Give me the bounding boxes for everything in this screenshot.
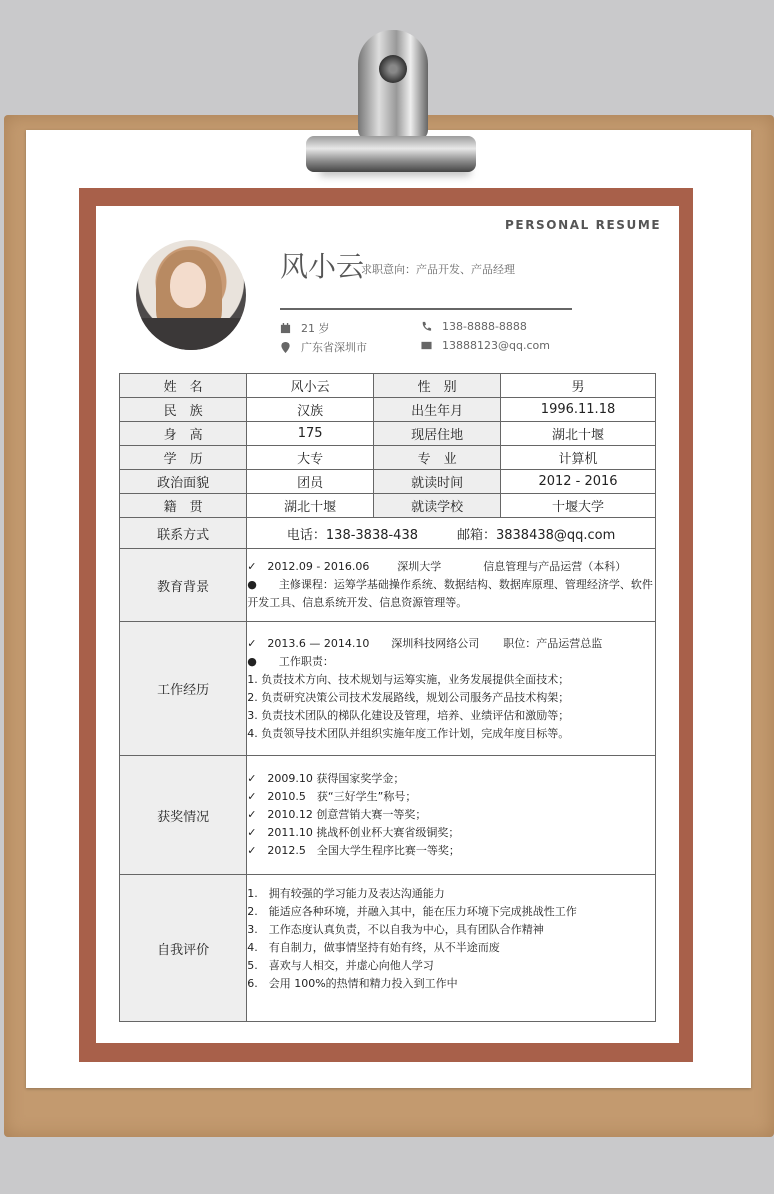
work-row xyxy=(120,622,656,756)
table-row xyxy=(120,446,656,470)
email-info xyxy=(421,339,550,352)
field-value: 计算机 xyxy=(501,446,656,470)
field-label: 姓 名 xyxy=(120,374,247,398)
award-item: ✓ 2012.5 全国大学生程序比赛一等奖； xyxy=(247,844,460,857)
envelope-icon xyxy=(421,340,432,351)
contact-label: 联系方式 xyxy=(120,518,247,549)
awards-label: 获奖情况 xyxy=(120,756,247,875)
education-label: 教育背景 xyxy=(120,549,247,622)
table-row xyxy=(120,398,656,422)
self-item: 2. 能适应各种环境，并融入其中，能在压力环境下完成挑战性工作 xyxy=(247,905,577,918)
avatar-face xyxy=(170,262,206,308)
self-item: 1. 拥有较强的学习能力及表达沟通能力 xyxy=(247,887,445,900)
field-label: 学 历 xyxy=(120,446,247,470)
avatar xyxy=(136,240,246,350)
field-value: 团员 xyxy=(247,470,374,494)
location-pin-icon xyxy=(280,342,291,353)
education-school: 深圳大学 xyxy=(397,560,442,573)
education-major: 信息管理与产品运营（本科） xyxy=(483,560,627,573)
field-label: 专 业 xyxy=(374,446,501,470)
work-company: 深圳科技网络公司 xyxy=(391,636,480,650)
field-value: 2012 - 2016 xyxy=(501,470,656,494)
education-row xyxy=(120,549,656,622)
field-value: 十堰大学 xyxy=(501,494,656,518)
award-item: ✓ 2010.12 创意营销大赛一等奖； xyxy=(247,808,427,821)
award-item: ✓ 2010.5 获“三好学生”称号； xyxy=(247,790,417,803)
clip-base xyxy=(306,136,476,172)
duty-item: 3. 负责技术团队的梯队化建设及管理，培养、业绩评估和激励等； xyxy=(247,708,570,722)
duty-item: 4. 负责领导技术团队并组织实施年度工作计划，完成年度目标等。 xyxy=(247,726,570,740)
self-item: 6. 会用 100%的热情和精力投入到工作中 xyxy=(247,977,458,990)
job-intent: 求职意向：产品开发、产品经理 xyxy=(361,263,515,276)
field-value: 汉族 xyxy=(247,398,374,422)
table-row xyxy=(120,422,656,446)
work-position: 职位：产品运营总监 xyxy=(503,636,603,650)
location-text: 广东省深圳市 xyxy=(301,341,367,354)
field-value: 湖北十堰 xyxy=(501,422,656,446)
field-label: 就读时间 xyxy=(374,470,501,494)
education-courses: ● 主修课程：运筹学基础操作系统、数据结构、数据库原理、管理经济学、软件开发工具、信息系统开发、信息资源管理等。 xyxy=(247,578,653,609)
header-divider xyxy=(280,308,572,310)
field-label: 性 别 xyxy=(374,374,501,398)
education-date: ✓ 2012.09 - 2016.06 xyxy=(247,560,370,573)
resume-title: PERSONAL RESUME xyxy=(505,218,662,232)
table-row xyxy=(120,494,656,518)
phone-info xyxy=(421,320,527,333)
work-date: ✓ 2013.6 — 2014.10 xyxy=(247,636,370,650)
self-row xyxy=(120,875,656,1022)
field-label: 出生年月 xyxy=(374,398,501,422)
field-value: 大专 xyxy=(247,446,374,470)
award-item: ✓ 2011.10 挑战杯创业杯大赛省级铜奖； xyxy=(247,826,460,839)
self-item: 5. 喜欢与人相交，并虚心向他人学习 xyxy=(247,959,434,972)
work-line xyxy=(247,635,655,653)
work-label: 工作经历 xyxy=(120,622,247,756)
self-label: 自我评价 xyxy=(120,875,247,1022)
field-label: 现居住地 xyxy=(374,422,501,446)
duty-item: 2. 负责研究决策公司技术发展路线，规划公司服务产品技术构架； xyxy=(247,690,570,704)
email-text: 13888123@qq.com xyxy=(442,339,550,352)
field-label: 籍 贯 xyxy=(120,494,247,518)
self-content xyxy=(247,875,656,1022)
age-text: 21 岁 xyxy=(301,322,330,335)
field-value: 风小云 xyxy=(247,374,374,398)
phone-text: 138-8888-8888 xyxy=(442,320,527,333)
awards-content xyxy=(247,756,656,875)
duties-title: ● 工作职责： xyxy=(247,654,334,668)
awards-row xyxy=(120,756,656,875)
phone-icon xyxy=(421,321,432,332)
clip-hole xyxy=(379,55,407,83)
work-content xyxy=(247,622,656,756)
location-info xyxy=(280,339,367,355)
field-label: 民 族 xyxy=(120,398,247,422)
avatar-shirt xyxy=(136,318,246,350)
calendar-icon xyxy=(280,323,291,334)
self-item: 4. 有自制力，做事情坚持有始有终，从不半途而废 xyxy=(247,941,500,954)
field-label: 身 高 xyxy=(120,422,247,446)
contact-value: 电话：138-3838-438 邮箱：3838438@qq.com xyxy=(247,518,656,549)
field-value: 男 xyxy=(501,374,656,398)
award-item: ✓ 2009.10 获得国家奖学金； xyxy=(247,772,405,785)
age-info xyxy=(280,320,330,336)
binder-clip-icon xyxy=(358,30,428,140)
table-row xyxy=(120,374,656,398)
resume-table xyxy=(119,373,656,1022)
self-item: 3. 工作态度认真负责，不以自我为中心，具有团队合作精神 xyxy=(247,923,544,936)
education-line xyxy=(247,558,655,576)
field-value: 175 xyxy=(247,422,374,446)
field-label: 就读学校 xyxy=(374,494,501,518)
field-label: 政治面貌 xyxy=(120,470,247,494)
duty-item: 1. 负责技术方向、技术规划与运筹实施，业务发展提供全面技术； xyxy=(247,672,570,686)
field-value: 湖北十堰 xyxy=(247,494,374,518)
table-row xyxy=(120,470,656,494)
candidate-name: 风小云 xyxy=(280,250,365,283)
contact-row xyxy=(120,518,656,549)
field-value: 1996.11.18 xyxy=(501,398,656,422)
education-content xyxy=(247,549,656,622)
